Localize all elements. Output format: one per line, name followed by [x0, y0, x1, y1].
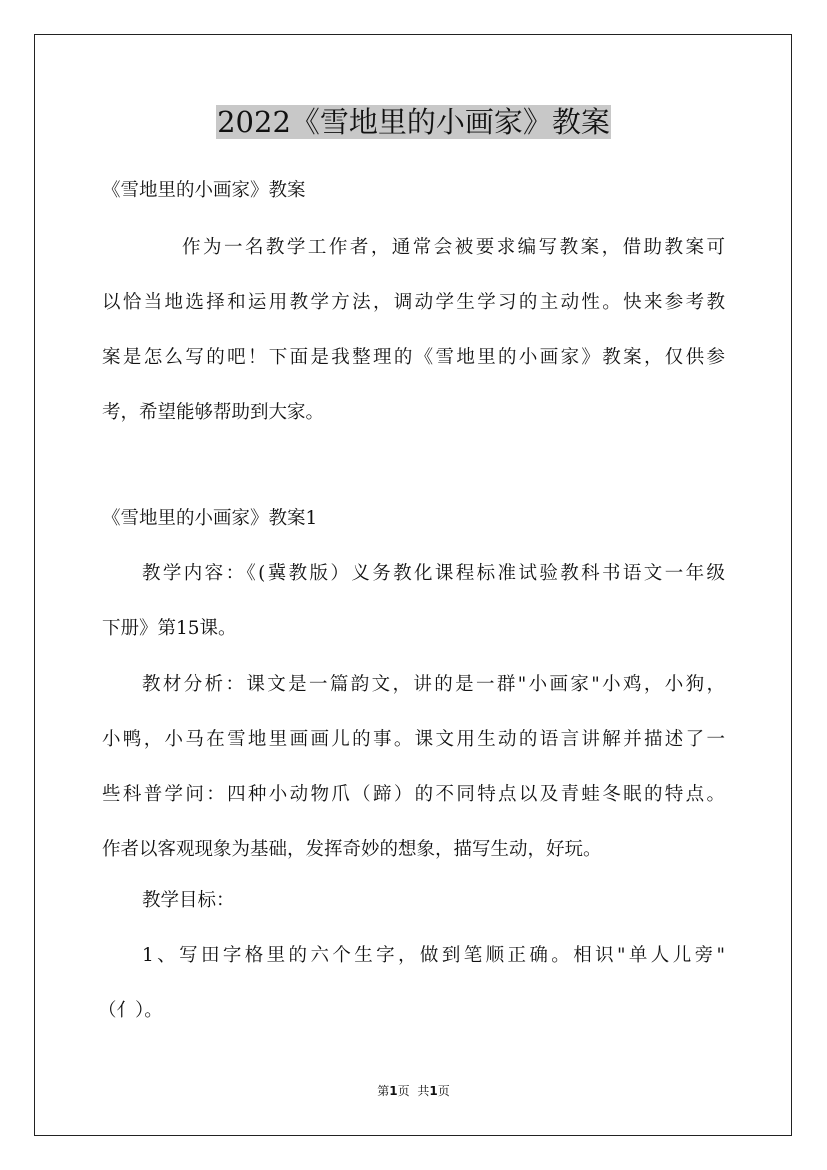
total-label-prefix: 共 [417, 1084, 430, 1098]
paragraph-line: 以恰当地选择和运用教学方法，调动学生学习的主动性。快来参考教 [102, 292, 725, 313]
paragraph-line: （亻）。 [98, 1000, 163, 1021]
paragraph-line: 作者以客观现象为基础，发挥奇妙的想象，描写生动，好玩。 [102, 839, 602, 860]
paragraph-line: 下册》第15课。 [102, 618, 237, 639]
section-heading: 《雪地里的小画家》教案1 [102, 508, 318, 529]
paragraph-line: 教学目标： [142, 890, 235, 911]
paragraph-line: 1、写田字格里的六个生字，做到笔顺正确。相识"单人儿旁" [142, 945, 725, 966]
document-title [0, 100, 827, 144]
paragraph-line: 案是怎么写的吧！下面是我整理的《雪地里的小画家》教案，仅供参 [102, 347, 725, 368]
page-label-prefix: 第 [377, 1084, 390, 1098]
paragraph-line: 作为一名教学工作者，通常会被要求编写教案，借助教案可 [182, 237, 725, 258]
document-title-text: 2022《雪地里的小画家》教案 [217, 105, 610, 139]
paragraph-line: 小鸭，小马在雪地里画画儿的事。课文用生动的语言讲解并描述了一 [102, 729, 725, 750]
total-label-suffix: 页 [437, 1084, 450, 1098]
page-footer [0, 1083, 827, 1099]
page-label-suffix: 页 [397, 1084, 410, 1098]
paragraph-line: 教材分析：课文是一篇韵文，讲的是一群"小画家"小鸡，小狗， [142, 674, 725, 695]
paragraph-line: 些科普学问：四种小动物爪（蹄）的不同特点以及青蛙冬眠的特点。 [102, 784, 725, 805]
paragraph-line: 考，希望能够帮助到大家。 [102, 402, 325, 423]
page-current: 1 [389, 1084, 398, 1098]
page-total: 1 [429, 1084, 438, 1098]
section-heading: 《雪地里的小画家》教案 [102, 180, 306, 201]
paragraph-line: 教学内容：《(冀教版）义务教化课程标准试验教科书语文一年级 [142, 563, 725, 584]
